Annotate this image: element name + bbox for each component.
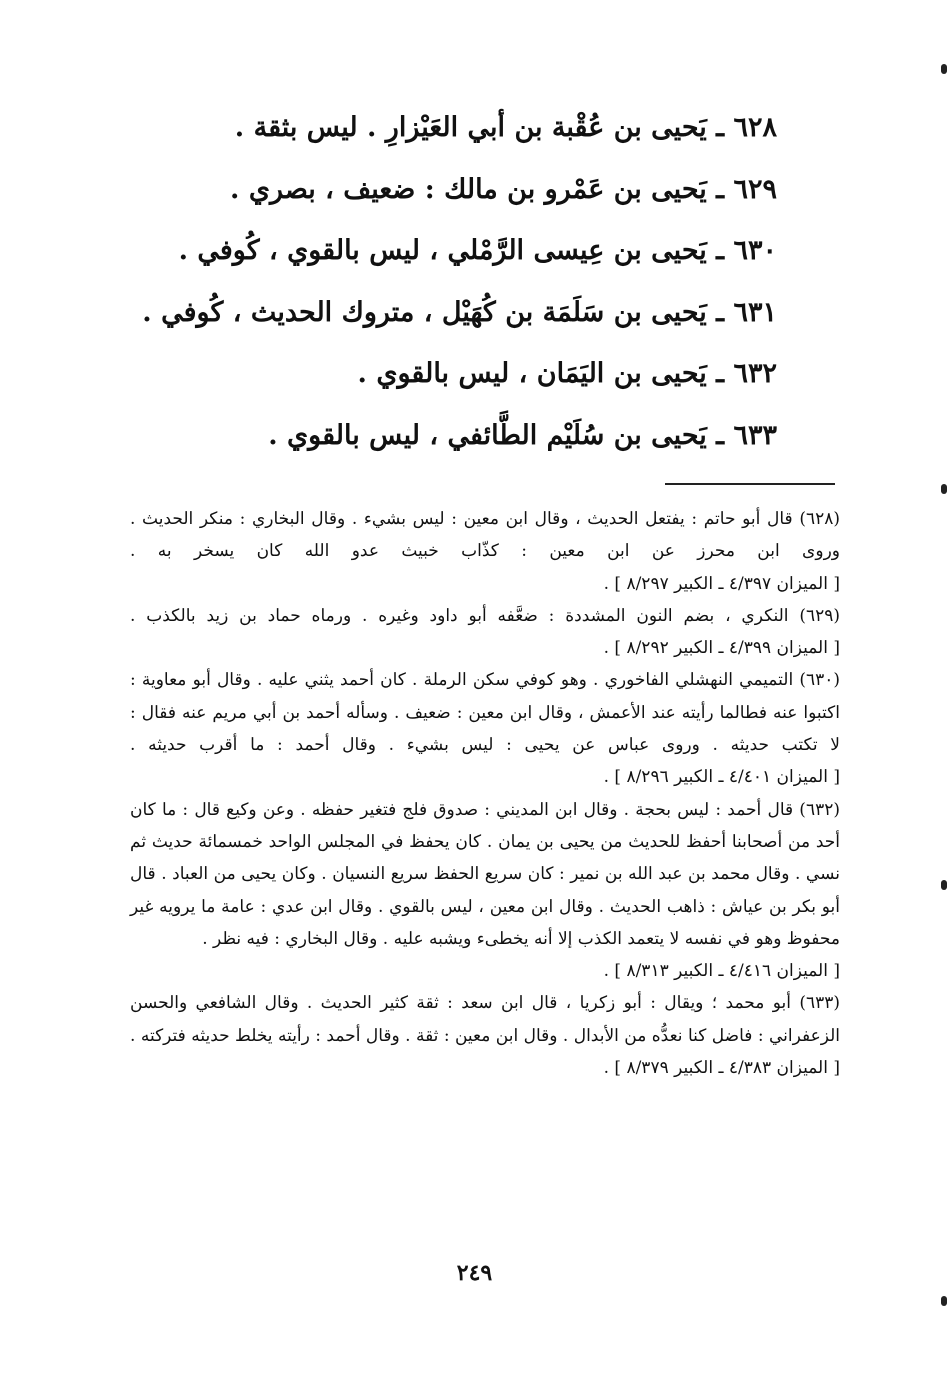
footnote-separator [665,483,835,485]
narrator-entries [142,106,777,475]
footnote-633 [130,987,840,1084]
entry-630: ٦٣٠ ـ يَحيى بن عِيسى الرَّمْلي ، ليس بالقوي ، كُوفي . [178,235,777,266]
footnote-text: (٦٣٢) قال أحمد : ليس بحجة . وقال ابن المديني : صدوق فلج فتغير حفظه . وعن وكيع قال : ما كان أحد من أصحابنا أحفظ للحديث من يحيى بن يمان . كان يحفظ في المجلس الواحد خمسمائة حديث ثم نسي . وقال محمد بن عبد الله بن نمير : كان سريع الحفظ سريع النسيان . وكان يحيى من العباد . قال أبو بكر بن عياش : ذاهب الحديث . وقال ابن معين ، ليس بالقوي . وقال ابن عدي : عامة ما يرويه غير محفوظ وهو في نفسه لا يتعمد الكذب إلا أنه يخطىء ويشبه عليه . وقال البخاري : فيه نظر . [130,799,840,949]
entry-632: ٦٣٢ ـ يَحيى بن اليَمَان ، ليس بالقوي . [357,358,777,389]
entry-631: ٦٣١ ـ يَحيى بن سَلَمَة بن كُهَيْل ، متروك الحديث ، كُوفي . [142,296,777,328]
footnote-632 [130,794,840,988]
footnotes [130,503,840,1084]
footnote-text: (٦٣٣) أبو محمد ؛ ويقال : أبو زكريا ، قال ابن سعد : ثقة كثير الحديث . وقال الشافعي والحسن الزعفراني : فاضل كنا نعدُّه من الأبدال . وقال ابن معين : ثقة . وقال أحمد : رأيته يخلط حديثه فتركته . [130,993,840,1046]
footnote-text: (٦٢٩) النكري ، بضم النون المشددة : ضعَّفه أبو داود وغيره . ورماه حماد بن زيد بالكذب . [130,605,840,626]
scan-edge-mark [941,1296,947,1306]
footnote-source: [ الميزان ٤/٣٨٣ ـ الكبير ٨/٣٧٩ ] . [603,1058,840,1079]
footnote-text: (٦٢٨) قال أبو حاتم : يفتعل الحديث ، وقال ابن معين : ليس بشيء . وقال البخاري : منكر الحديث . وروى ابن محرز عن ابن معين : كذّاب خبيث عدو الله كان يسخر به . [130,509,840,562]
footnote-source: [ الميزان ٤/٣٩٧ ـ الكبير ٨/٢٩٧ ] . [603,573,840,594]
footnote-628 [130,503,840,600]
footnote-source: [ الميزان ٤/٤١٦ ـ الكبير ٨/٣١٣ ] . [603,961,840,982]
footnote-text: (٦٣٠) التميمي النهشلي الفاخوري . وهو كوفي سكن الرملة . كان أحمد يثني عليه . وقال أبو معاوية : اكتبوا عنه فطالما رأيته عند الأعمش ، وقال ابن معين : ضعيف . وسأله أحمد بن أبي مريم عنه فقال : لا تكتب حديثه . وروى عباس عن يحيى : ليس بشيء . وقال أحمد : ما أقرب حديثه . [130,670,840,756]
footnote-629 [130,600,840,665]
entry-629: ٦٢٩ ـ يَحيى بن عَمْرو بن مالك : ضعيف ، بصري . [230,173,777,205]
footnote-source: [ الميزان ٤/٤٠١ ـ الكبير ٨/٢٩٦ ] . [603,767,840,788]
footnote-source: [ الميزان ٤/٣٩٩ ـ الكبير ٨/٢٩٢ ] . [603,638,840,659]
scan-edge-mark [941,484,947,494]
entry-628: ٦٢٨ ـ يَحيى بن عُقْبة بن أبي العَيْزارِ . ليس بثقة . [234,112,777,143]
footnote-630 [130,664,840,793]
page-number: ٢٤٩ [456,1260,493,1286]
scan-edge-mark [941,880,947,890]
entry-633: ٦٣٣ ـ يَحيى بن سُلَيْم الطَّائفي ، ليس بالقوي . [268,419,777,451]
scan-edge-mark [941,64,947,74]
